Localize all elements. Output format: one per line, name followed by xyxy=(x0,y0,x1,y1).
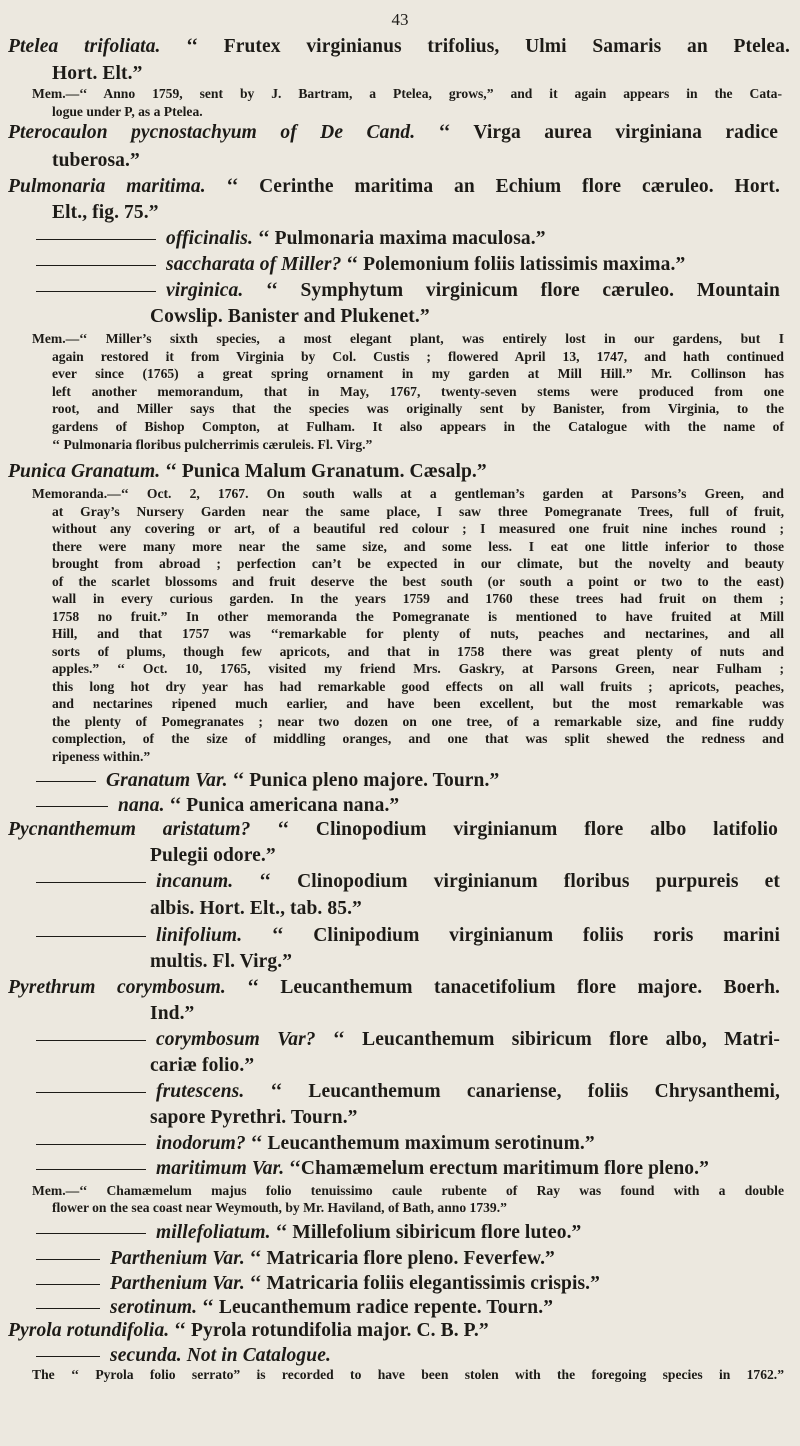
line-text: ‘‘ Polemonium foliis latissimis maxima.” xyxy=(341,254,686,275)
ditto-dash xyxy=(36,1356,100,1357)
ditto-dash xyxy=(36,882,146,883)
line-text: complection, of the size of middling oranges, and one that was split shewed the redness and xyxy=(52,731,784,746)
line-text: ‘‘ Symphytum virginicum flore cæruleo. Mountain xyxy=(243,280,780,301)
text-line xyxy=(52,401,784,417)
text-line xyxy=(52,539,784,555)
line-text: ‘‘ Leucanthemum maximum serotinum.” xyxy=(245,1133,595,1154)
species-name: millefoliatum. xyxy=(156,1222,271,1243)
text-line xyxy=(52,504,784,520)
ditto-dash xyxy=(36,1092,146,1093)
text-line xyxy=(150,1107,358,1129)
line-text: ‘‘ Pyrola rotundifolia major. C. B. P.” xyxy=(169,1320,489,1341)
species-name: Granatum Var. xyxy=(106,770,228,791)
species-name: corymbosum Var? xyxy=(156,1029,316,1050)
text-line xyxy=(32,331,784,347)
line-text: Hill, and that 1757 was ‘‘remarkable for plenty of nuts, peaches and nectarines, and all xyxy=(52,626,784,641)
text-line xyxy=(36,871,780,893)
line-text: ‘‘ Pulmonaria maxima maculosa.” xyxy=(252,228,546,249)
text-line xyxy=(52,696,784,712)
line-text: root, and Miller says that the species was originally sent by Banister, from Virginia, to the xyxy=(52,401,784,416)
species-name: virginica. xyxy=(166,280,244,301)
text-line xyxy=(36,254,685,276)
species-name: Pterocaulon pycnostachyum of De Cand. xyxy=(8,122,416,143)
text-line xyxy=(8,1320,489,1342)
species-name: Ptelea trifoliata. xyxy=(8,36,161,57)
text-line xyxy=(52,731,784,747)
line-text: Mem.—‘‘ Anno 1759, sent by J. Bartram, a Ptelea, grows,” and it again appears in the Cata- xyxy=(32,86,782,101)
ditto-dash xyxy=(36,1259,100,1260)
text-line xyxy=(52,661,784,677)
text-line xyxy=(52,366,784,382)
ditto-dash xyxy=(36,1040,146,1041)
line-text: ‘‘ Leucanthemum sibiricum flore albo, Matri- xyxy=(315,1029,780,1050)
ditto-dash xyxy=(36,1308,100,1309)
text-line xyxy=(36,1248,555,1270)
species-name: nana. xyxy=(118,795,165,816)
text-line xyxy=(8,461,487,483)
page-number: 43 xyxy=(391,10,409,29)
ditto-dash xyxy=(36,936,146,937)
text-line xyxy=(36,1133,595,1155)
line-text: ‘‘ Clinopodium virginianum flore albo latifolio xyxy=(250,819,778,840)
line-text: multis. Fl. Virg.” xyxy=(150,951,293,972)
line-text: ‘‘ Clinipodium virginianum foliis roris marini xyxy=(242,925,780,946)
line-text: apples.” ‘‘ Oct. 10, 1765, visited my friend Mrs. Gaskry, at Parsons Green, near Fulham ; xyxy=(52,661,784,676)
line-text: ‘‘Chamæmelum erectum maritimum flore pleno.” xyxy=(284,1158,709,1179)
line-text: Elt., fig. 75.” xyxy=(52,202,159,223)
text-line xyxy=(52,63,142,85)
text-line xyxy=(36,1029,780,1051)
line-text: and nectarines ripened much earlier, and have been excellent, but the most remarkable was xyxy=(52,696,784,711)
line-text: albis. Hort. Elt., tab. 85.” xyxy=(150,898,362,919)
line-text: brought from abroad ; perfection can’t be expected in our climate, but the novelty and beauty xyxy=(52,556,784,571)
text-line xyxy=(52,609,784,625)
line-text: ‘‘ Pulmonaria floribus pulcherrimis cæruleis. Fl. Virg.” xyxy=(52,437,373,452)
line-text: Mem.—‘‘ Miller’s sixth species, a most elegant plant, was entirely lost in our gardens, but I xyxy=(32,331,784,346)
text-line xyxy=(36,925,780,947)
line-text: logue under P, as a Ptelea. xyxy=(52,104,203,119)
text-line xyxy=(52,644,784,660)
line-text: wall in every curious garden. In the years 1759 and 1760 these trees had fruit on them ; xyxy=(52,591,784,606)
line-text: Pulegii odore.” xyxy=(150,845,276,866)
line-text: Hort. Elt.” xyxy=(52,63,143,84)
line-text: ‘‘ Cerinthe maritima an Echium flore cæruleo. Hort. xyxy=(205,176,781,197)
species-name: secunda. Not in Catalogue. xyxy=(110,1345,331,1366)
text-line xyxy=(150,898,362,920)
line-text: The ‘‘ Pyrola folio serrato” is recorded to have been stolen with the foregoing species in 1762.” xyxy=(32,1367,784,1382)
line-text: Cowslip. Banister and Plukenet.” xyxy=(150,306,430,327)
species-name: maritimum Var. xyxy=(156,1158,285,1179)
text-line xyxy=(8,176,780,198)
text-line xyxy=(150,306,430,328)
text-line xyxy=(52,556,784,572)
ditto-dash xyxy=(36,239,156,240)
line-text: gardens of Bishop Compton, at Fulham. It also appears in the Catalogue with the name of xyxy=(52,419,784,434)
text-line xyxy=(150,951,292,973)
text-line xyxy=(36,770,499,792)
text-line xyxy=(32,486,784,502)
line-text: ‘‘ Frutex virginianus trifolius, Ulmi Samaris an Ptelea. xyxy=(160,36,790,57)
line-text: ‘‘ Punica Malum Granatum. Cæsalp.” xyxy=(160,461,487,482)
line-text: ‘‘ Matricaria foliis elegantissimis crispis.” xyxy=(244,1273,600,1294)
text-line xyxy=(150,1003,194,1025)
species-name: Parthenium Var. xyxy=(110,1248,245,1269)
text-line xyxy=(52,150,140,172)
line-text: sapore Pyrethri. Tourn.” xyxy=(150,1107,358,1128)
text-line xyxy=(150,1055,254,1077)
text-line xyxy=(52,574,784,590)
species-name: serotinum. xyxy=(110,1297,198,1318)
line-text: cariæ folio.” xyxy=(150,1055,255,1076)
text-line xyxy=(32,1367,784,1383)
line-text: ‘‘ Matricaria flore pleno. Feverfew.” xyxy=(244,1248,555,1269)
species-name: Pulmonaria maritima. xyxy=(8,176,206,197)
line-text: ‘‘ Clinopodium virginianum floribus purpureis et xyxy=(233,871,780,892)
ditto-dash xyxy=(36,1169,146,1170)
line-text: this long hot dry year has had remarkable good effects on all wall fruits ; apricots, peaches, xyxy=(52,679,784,694)
text-line xyxy=(36,280,780,302)
text-line xyxy=(8,122,778,144)
text-line xyxy=(52,591,784,607)
text-line xyxy=(36,1158,709,1180)
line-text: ‘‘ Leucanthemum tanacetifolium flore majore. Boerh. xyxy=(225,977,780,998)
ditto-dash xyxy=(36,291,156,292)
line-text: the plenty of Pomegranates ; near two dozen on one tree, of a remarkable size, and fine ruddy xyxy=(52,714,784,729)
line-text: Mem.—‘‘ Chamæmelum majus folio tenuissimo caule rubente of Ray was found with a double xyxy=(32,1183,784,1198)
text-line xyxy=(8,977,780,999)
ditto-dash xyxy=(36,781,96,782)
text-line xyxy=(52,349,784,365)
text-line xyxy=(36,1273,600,1295)
text-line xyxy=(150,845,276,867)
text-line xyxy=(36,1297,553,1319)
line-text: there were many more near the same size, and some less. I eat one little inferior to those xyxy=(52,539,784,554)
text-line xyxy=(52,202,159,224)
text-line xyxy=(52,749,150,765)
text-line xyxy=(52,1200,507,1216)
line-text: ripeness within.” xyxy=(52,749,151,764)
line-text: ‘‘ Millefolium sibiricum flore luteo.” xyxy=(270,1222,582,1243)
text-line xyxy=(52,384,784,400)
text-line xyxy=(52,521,784,537)
text-line xyxy=(52,104,203,120)
line-text: 1758 no fruit.” In other memoranda the Pomegranate is mentioned to have fruited at Mill xyxy=(52,609,784,624)
line-text: ‘‘ Virga aurea virginiana radice xyxy=(415,122,778,143)
text-line xyxy=(36,795,399,817)
text-line xyxy=(8,36,790,58)
text-line xyxy=(36,1222,581,1244)
text-line xyxy=(32,1183,784,1199)
line-text: ‘‘ Leucanthemum radice repente. Tourn.” xyxy=(197,1297,554,1318)
species-name: Pycnanthemum aristatum? xyxy=(8,819,251,840)
text-line xyxy=(32,86,782,102)
ditto-dash xyxy=(36,806,108,807)
text-line xyxy=(52,679,784,695)
species-name: saccharata of Miller? xyxy=(166,254,342,275)
species-name: Pyrola rotundifolia. xyxy=(8,1320,170,1341)
line-text: ‘‘ Leucanthemum canariense, foliis Chrysanthemi, xyxy=(244,1081,780,1102)
text-line xyxy=(52,437,372,453)
line-text: again restored it from Virginia by Col. Custis ; flowered April 13, 1747, and hath continued xyxy=(52,349,784,364)
species-name: Pyrethrum corymbosum. xyxy=(8,977,226,998)
text-line xyxy=(52,626,784,642)
text-line xyxy=(36,1345,331,1367)
text-line xyxy=(8,819,778,841)
ditto-dash xyxy=(36,1144,146,1145)
line-text: tuberosa.” xyxy=(52,150,140,171)
species-name: incanum. xyxy=(156,871,234,892)
line-text: without any covering or art, of a beautiful red colour ; I measured one fruit nine inches round ; xyxy=(52,521,784,536)
line-text: ever since (1765) a great spring ornament in my garden at Mill Hill.” Mr. Collinson has xyxy=(52,366,784,381)
species-name: linifolium. xyxy=(156,925,243,946)
ditto-dash xyxy=(36,1233,146,1234)
species-name: Punica Granatum. xyxy=(8,461,161,482)
species-name: Parthenium Var. xyxy=(110,1273,245,1294)
text-line xyxy=(36,228,546,250)
text-line xyxy=(52,714,784,730)
line-text: sorts of plums, though few apricots, and that in 1758 there was great plenty of nuts and xyxy=(52,644,784,659)
line-text: of the scarlet blossoms and fruit deserve the best south (or south a point or two to the east) xyxy=(52,574,784,589)
species-name: frutescens. xyxy=(156,1081,245,1102)
line-text: at Gray’s Nursery Garden near the same place, I saw three Pomegranate Trees, full of fruit, xyxy=(52,504,784,519)
line-text: flower on the sea coast near Weymouth, by Mr. Haviland, of Bath, anno 1739.” xyxy=(52,1200,507,1215)
text-line xyxy=(36,1081,780,1103)
line-text: Ind.” xyxy=(150,1003,195,1024)
species-name: officinalis. xyxy=(166,228,253,249)
line-text: Memoranda.—‘‘ Oct. 2, 1767. On south walls at a gentleman’s garden at Parsons’s Green, and xyxy=(32,486,784,501)
text-line xyxy=(52,419,784,435)
ditto-dash xyxy=(36,1284,100,1285)
ditto-dash xyxy=(36,265,156,266)
line-text: ‘‘ Punica americana nana.” xyxy=(164,795,400,816)
line-text: ‘‘ Punica pleno majore. Tourn.” xyxy=(227,770,500,791)
species-name: inodorum? xyxy=(156,1133,246,1154)
line-text: left another memorandum, that in May, 1767, twenty-seven stems were produced from one xyxy=(52,384,784,399)
